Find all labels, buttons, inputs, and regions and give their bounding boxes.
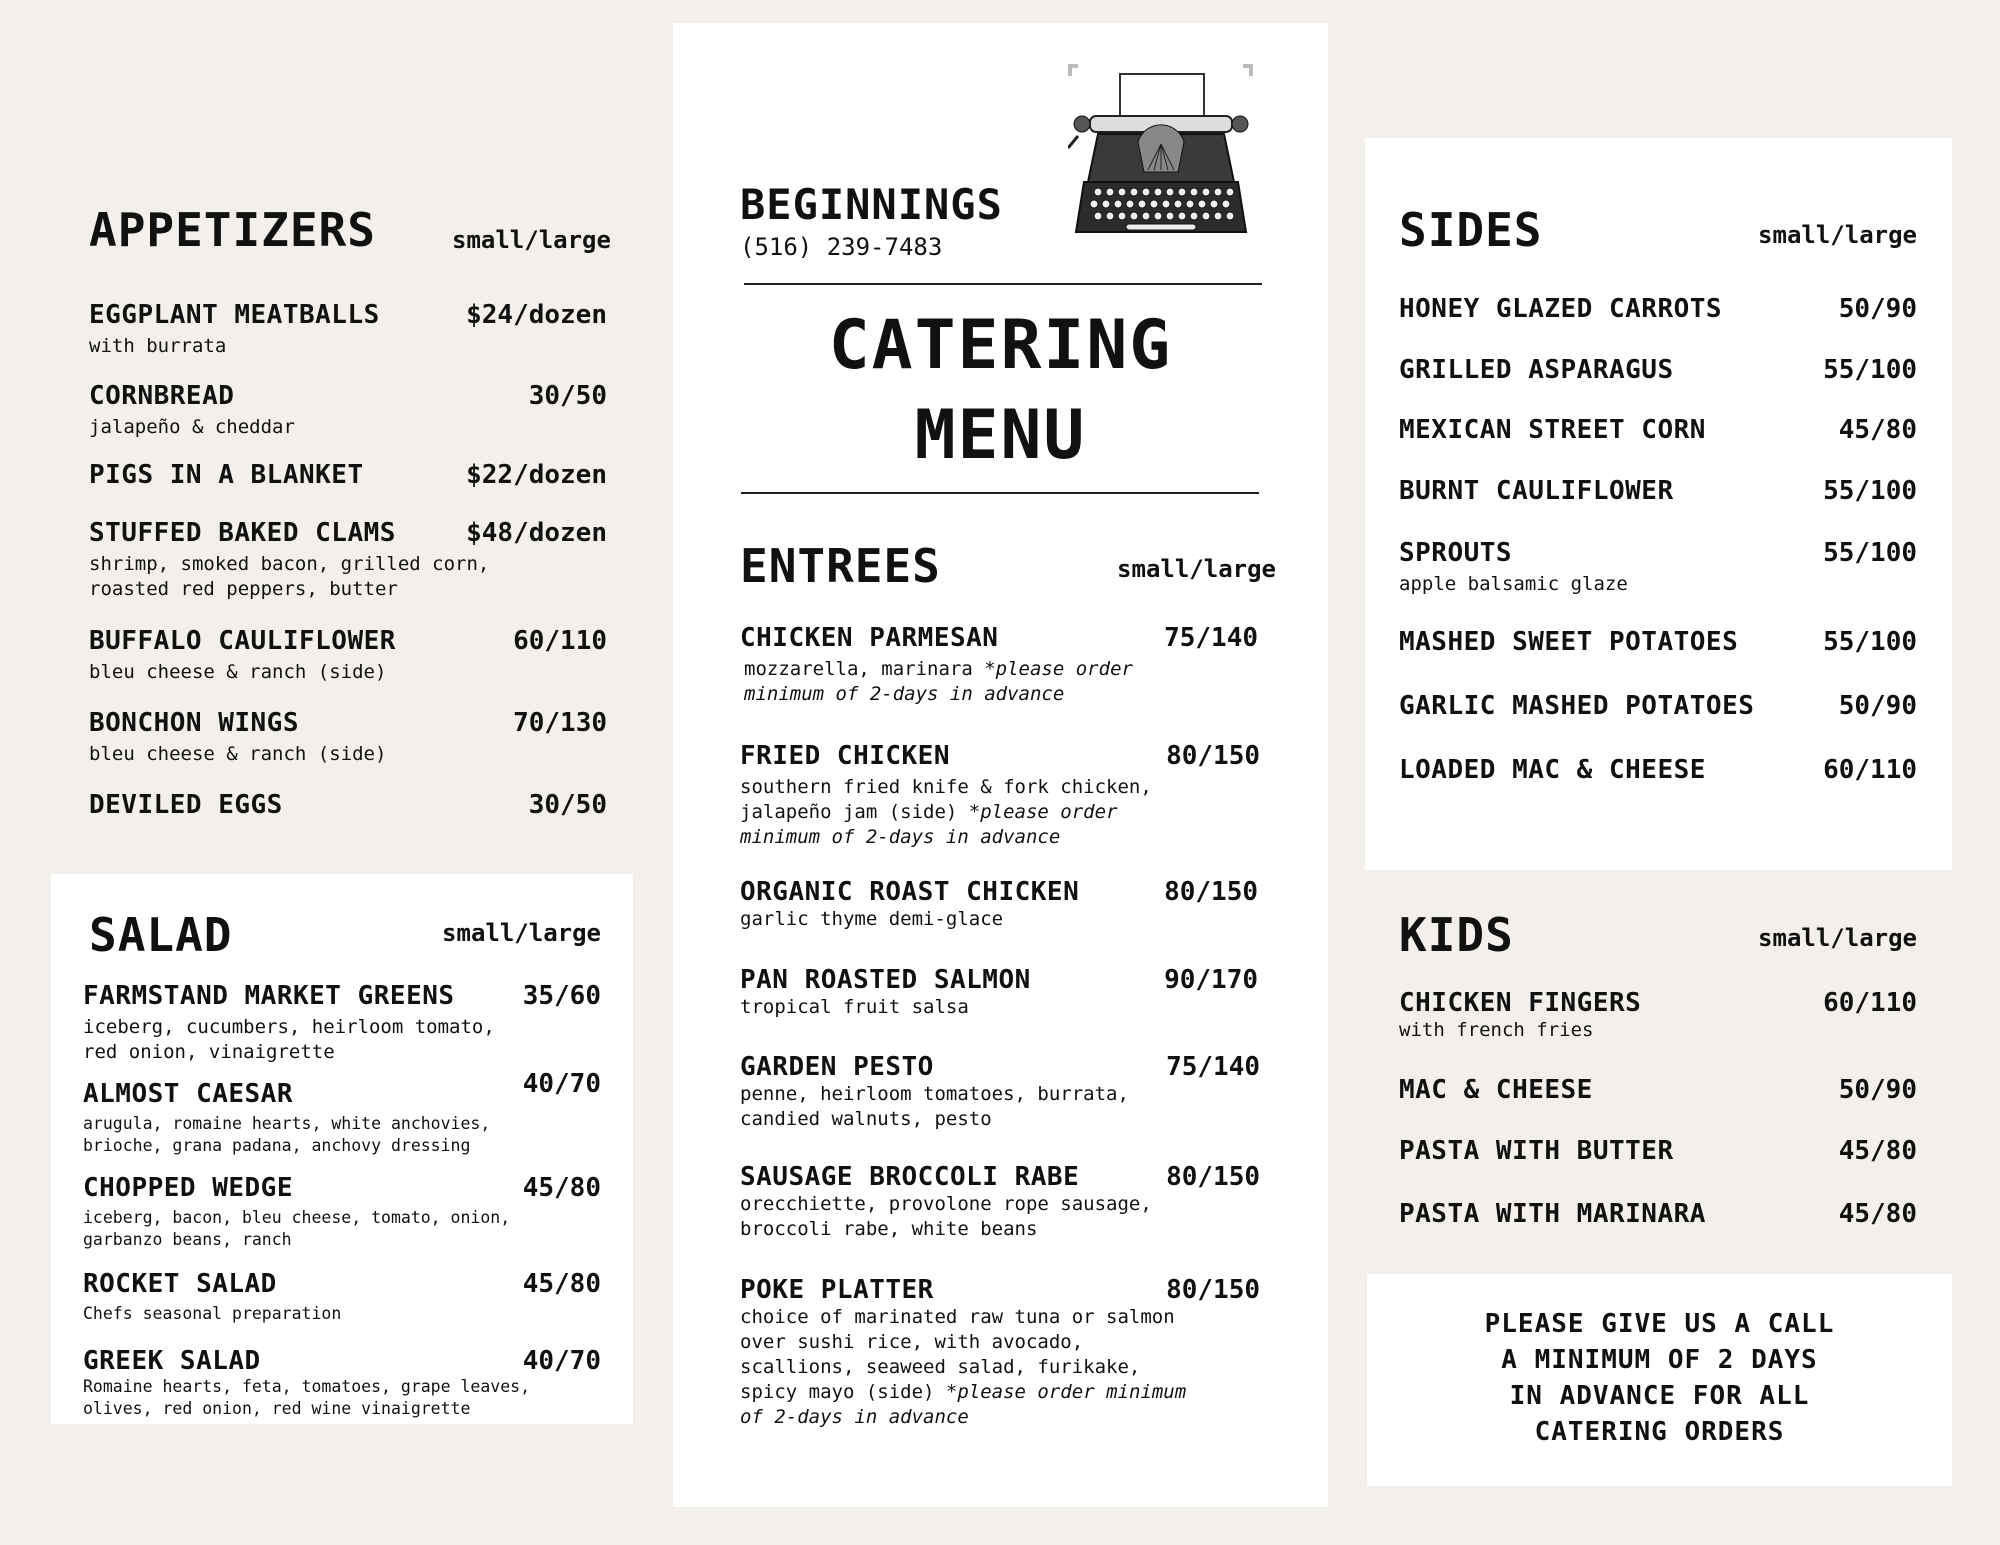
menu-item <box>89 381 607 440</box>
item-price: 45/80 <box>1838 1199 1917 1229</box>
menu-item <box>740 741 1260 850</box>
menu-item <box>1399 1136 1917 1166</box>
item-name: FRIED CHICKEN <box>740 741 950 771</box>
item-desc: Romaine hearts, feta, tomatoes, grape leaves, olives, red onion, red wine vinaigrette <box>83 1377 531 1418</box>
header-divider <box>744 283 1262 285</box>
item-price: 50/90 <box>1838 294 1917 324</box>
item-price: 60/110 <box>1823 988 1917 1018</box>
item-price: 55/100 <box>1823 538 1917 568</box>
item-price: 45/80 <box>522 1173 601 1203</box>
item-price: 55/100 <box>1823 355 1917 385</box>
item-price: 80/150 <box>1166 741 1260 771</box>
item-desc: tropical fruit salsa <box>740 996 969 1018</box>
entrees-title: ENTREES <box>740 539 941 593</box>
item-name: BONCHON WINGS <box>89 708 299 738</box>
menu-item <box>1399 988 1917 1043</box>
item-desc: with burrata <box>89 335 227 357</box>
item-price: 45/80 <box>1838 1136 1917 1166</box>
item-name: CHICKEN FINGERS <box>1399 988 1642 1018</box>
menu-item <box>740 877 1258 932</box>
salad-size-label: small/large <box>442 919 601 947</box>
menu-item <box>1399 1075 1917 1105</box>
page-title-line1: CATERING <box>828 306 1173 385</box>
item-desc: southern fried knife & fork chicken, jalapeño jam (side) *please order minimum of 2-days in advance <box>740 776 1152 848</box>
item-name: LOADED MAC & CHEESE <box>1399 755 1706 785</box>
item-price: 90/170 <box>1164 965 1258 995</box>
item-name: PIGS IN A BLANKET <box>89 460 364 490</box>
item-name: BURNT CAULIFLOWER <box>1399 476 1674 506</box>
item-price: 55/100 <box>1823 476 1917 506</box>
menu-item <box>83 1346 601 1420</box>
item-name: GREEK SALAD <box>83 1346 261 1376</box>
menu-item <box>1399 294 1917 324</box>
item-name: CHICKEN PARMESAN <box>740 623 999 653</box>
catering-notice <box>1367 1306 1952 1450</box>
menu-item <box>1399 627 1917 657</box>
brand-name: BEGINNINGS <box>740 180 1003 229</box>
appetizers-title: APPETIZERS <box>89 203 376 257</box>
item-price: 60/110 <box>513 626 607 656</box>
item-desc: apple balsamic glaze <box>1399 573 1628 595</box>
item-desc: penne, heirloom tomatoes, burrata, candied walnuts, pesto <box>740 1083 1129 1130</box>
item-name: ALMOST CAESAR <box>83 1079 293 1109</box>
menu-item <box>740 1052 1260 1132</box>
notice-line: CATERING ORDERS <box>1534 1417 1785 1447</box>
item-name: GARDEN PESTO <box>740 1052 934 1082</box>
item-name: EGGPLANT MEATBALLS <box>89 300 380 330</box>
menu-item <box>1399 538 1917 597</box>
item-price: 70/130 <box>513 708 607 738</box>
item-desc: bleu cheese & ranch (side) <box>89 661 387 683</box>
item-price: $48/dozen <box>466 518 607 548</box>
notice-line: IN ADVANCE FOR ALL <box>1509 1381 1810 1411</box>
notice-line: A MINIMUM OF 2 DAYS <box>1501 1345 1818 1375</box>
item-name: FARMSTAND MARKET GREENS <box>83 981 455 1011</box>
page-title-line2: MENU <box>914 396 1087 475</box>
notice-line: PLEASE GIVE US A CALL <box>1484 1309 1835 1339</box>
menu-item <box>740 1162 1260 1242</box>
item-price: 60/110 <box>1823 755 1917 785</box>
item-name: CHOPPED WEDGE <box>83 1173 293 1203</box>
item-name: ORGANIC ROAST CHICKEN <box>740 877 1080 907</box>
item-price: 30/50 <box>528 381 607 411</box>
item-name: GARLIC MASHED POTATOES <box>1399 691 1755 721</box>
item-name: POKE PLATTER <box>740 1275 934 1305</box>
menu-item <box>83 1069 601 1157</box>
item-name: HONEY GLAZED CARROTS <box>1399 294 1723 324</box>
item-price: 45/80 <box>1838 415 1917 445</box>
entrees-size-label: small/large <box>1117 555 1276 583</box>
item-desc: arugula, romaine hearts, white anchovies, brioche, grana padana, anchovy dressing <box>83 1114 491 1155</box>
item-desc: choice of marinated raw tuna or salmon over sushi rice, with avocado, scallions, seaweed salad, furikake, spicy mayo (side) *please order minimum of 2-days in advance <box>740 1306 1187 1428</box>
item-name: PASTA WITH BUTTER <box>1399 1136 1674 1166</box>
menu-item <box>83 1173 601 1251</box>
item-name: PAN ROASTED SALMON <box>740 965 1031 995</box>
item-price: 40/70 <box>522 1346 601 1376</box>
item-name: CORNBREAD <box>89 381 235 411</box>
item-price: 50/90 <box>1838 1075 1917 1105</box>
item-name: MASHED SWEET POTATOES <box>1399 627 1739 657</box>
item-price: 40/70 <box>522 1069 601 1099</box>
item-price: $22/dozen <box>466 460 607 490</box>
item-desc: jalapeño & cheddar <box>89 416 295 438</box>
item-name: GRILLED ASPARAGUS <box>1399 355 1674 385</box>
sides-size-label: small/large <box>1758 221 1917 249</box>
item-name: SPROUTS <box>1399 538 1513 568</box>
sides-title: SIDES <box>1399 203 1543 257</box>
item-name: DEVILED EGGS <box>89 790 283 820</box>
menu-item <box>89 460 607 490</box>
menu-item <box>1399 691 1917 721</box>
item-price: 80/150 <box>1166 1162 1260 1192</box>
item-desc: orecchiette, provolone rope sausage, broccoli rabe, white beans <box>740 1193 1152 1240</box>
item-name: MAC & CHEESE <box>1399 1075 1593 1105</box>
item-desc: iceberg, cucumbers, heirloom tomato, red onion, vinaigrette <box>83 1016 495 1063</box>
appetizers-size-label: small/large <box>452 226 611 254</box>
menu-item <box>1399 415 1917 445</box>
item-price: $24/dozen <box>466 300 607 330</box>
item-desc: iceberg, bacon, bleu cheese, tomato, onion, garbanzo beans, ranch <box>83 1208 511 1249</box>
menu-item <box>740 623 1258 707</box>
menu-item <box>89 300 607 359</box>
item-desc: shrimp, smoked bacon, grilled corn, roasted red peppers, butter <box>89 553 490 600</box>
phone-number: (516) 239-7483 <box>740 233 943 261</box>
item-price: 35/60 <box>522 981 601 1011</box>
menu-item <box>83 1269 601 1325</box>
item-desc: mozzarella, marinara *please order minimum of 2-days in advance <box>744 658 1133 705</box>
menu-item <box>83 981 601 1065</box>
item-price: 55/100 <box>1823 627 1917 657</box>
kids-size-label: small/large <box>1758 924 1917 952</box>
item-name: SAUSAGE BROCCOLI RABE <box>740 1162 1080 1192</box>
item-price: 75/140 <box>1164 623 1258 653</box>
item-price: 30/50 <box>528 790 607 820</box>
item-desc: garlic thyme demi-glace <box>740 908 1004 930</box>
menu-item <box>89 626 607 685</box>
menu-item <box>1399 755 1917 785</box>
item-desc: with french fries <box>1399 1019 1594 1041</box>
menu-item <box>1399 1199 1917 1229</box>
title-divider <box>741 492 1259 494</box>
menu-item <box>1399 355 1917 385</box>
item-name: BUFFALO CAULIFLOWER <box>89 626 396 656</box>
item-price: 75/140 <box>1166 1052 1260 1082</box>
typewriter-icon <box>1068 64 1253 242</box>
menu-item <box>740 965 1258 1020</box>
menu-item <box>89 708 607 767</box>
item-name: PASTA WITH MARINARA <box>1399 1199 1706 1229</box>
item-price: 80/150 <box>1164 877 1258 907</box>
item-price: 45/80 <box>522 1269 601 1299</box>
item-price: 50/90 <box>1838 691 1917 721</box>
item-price: 80/150 <box>1166 1275 1260 1305</box>
salad-title: SALAD <box>89 908 233 962</box>
menu-item <box>89 518 607 602</box>
item-desc: Chefs seasonal preparation <box>83 1304 342 1323</box>
item-desc: bleu cheese & ranch (side) <box>89 743 387 765</box>
kids-title: KIDS <box>1399 908 1514 962</box>
item-name: STUFFED BAKED CLAMS <box>89 518 396 548</box>
menu-item <box>1399 476 1917 506</box>
menu-item <box>89 790 607 820</box>
item-name: ROCKET SALAD <box>83 1269 277 1299</box>
item-name: MEXICAN STREET CORN <box>1399 415 1706 445</box>
menu-item <box>740 1275 1260 1430</box>
